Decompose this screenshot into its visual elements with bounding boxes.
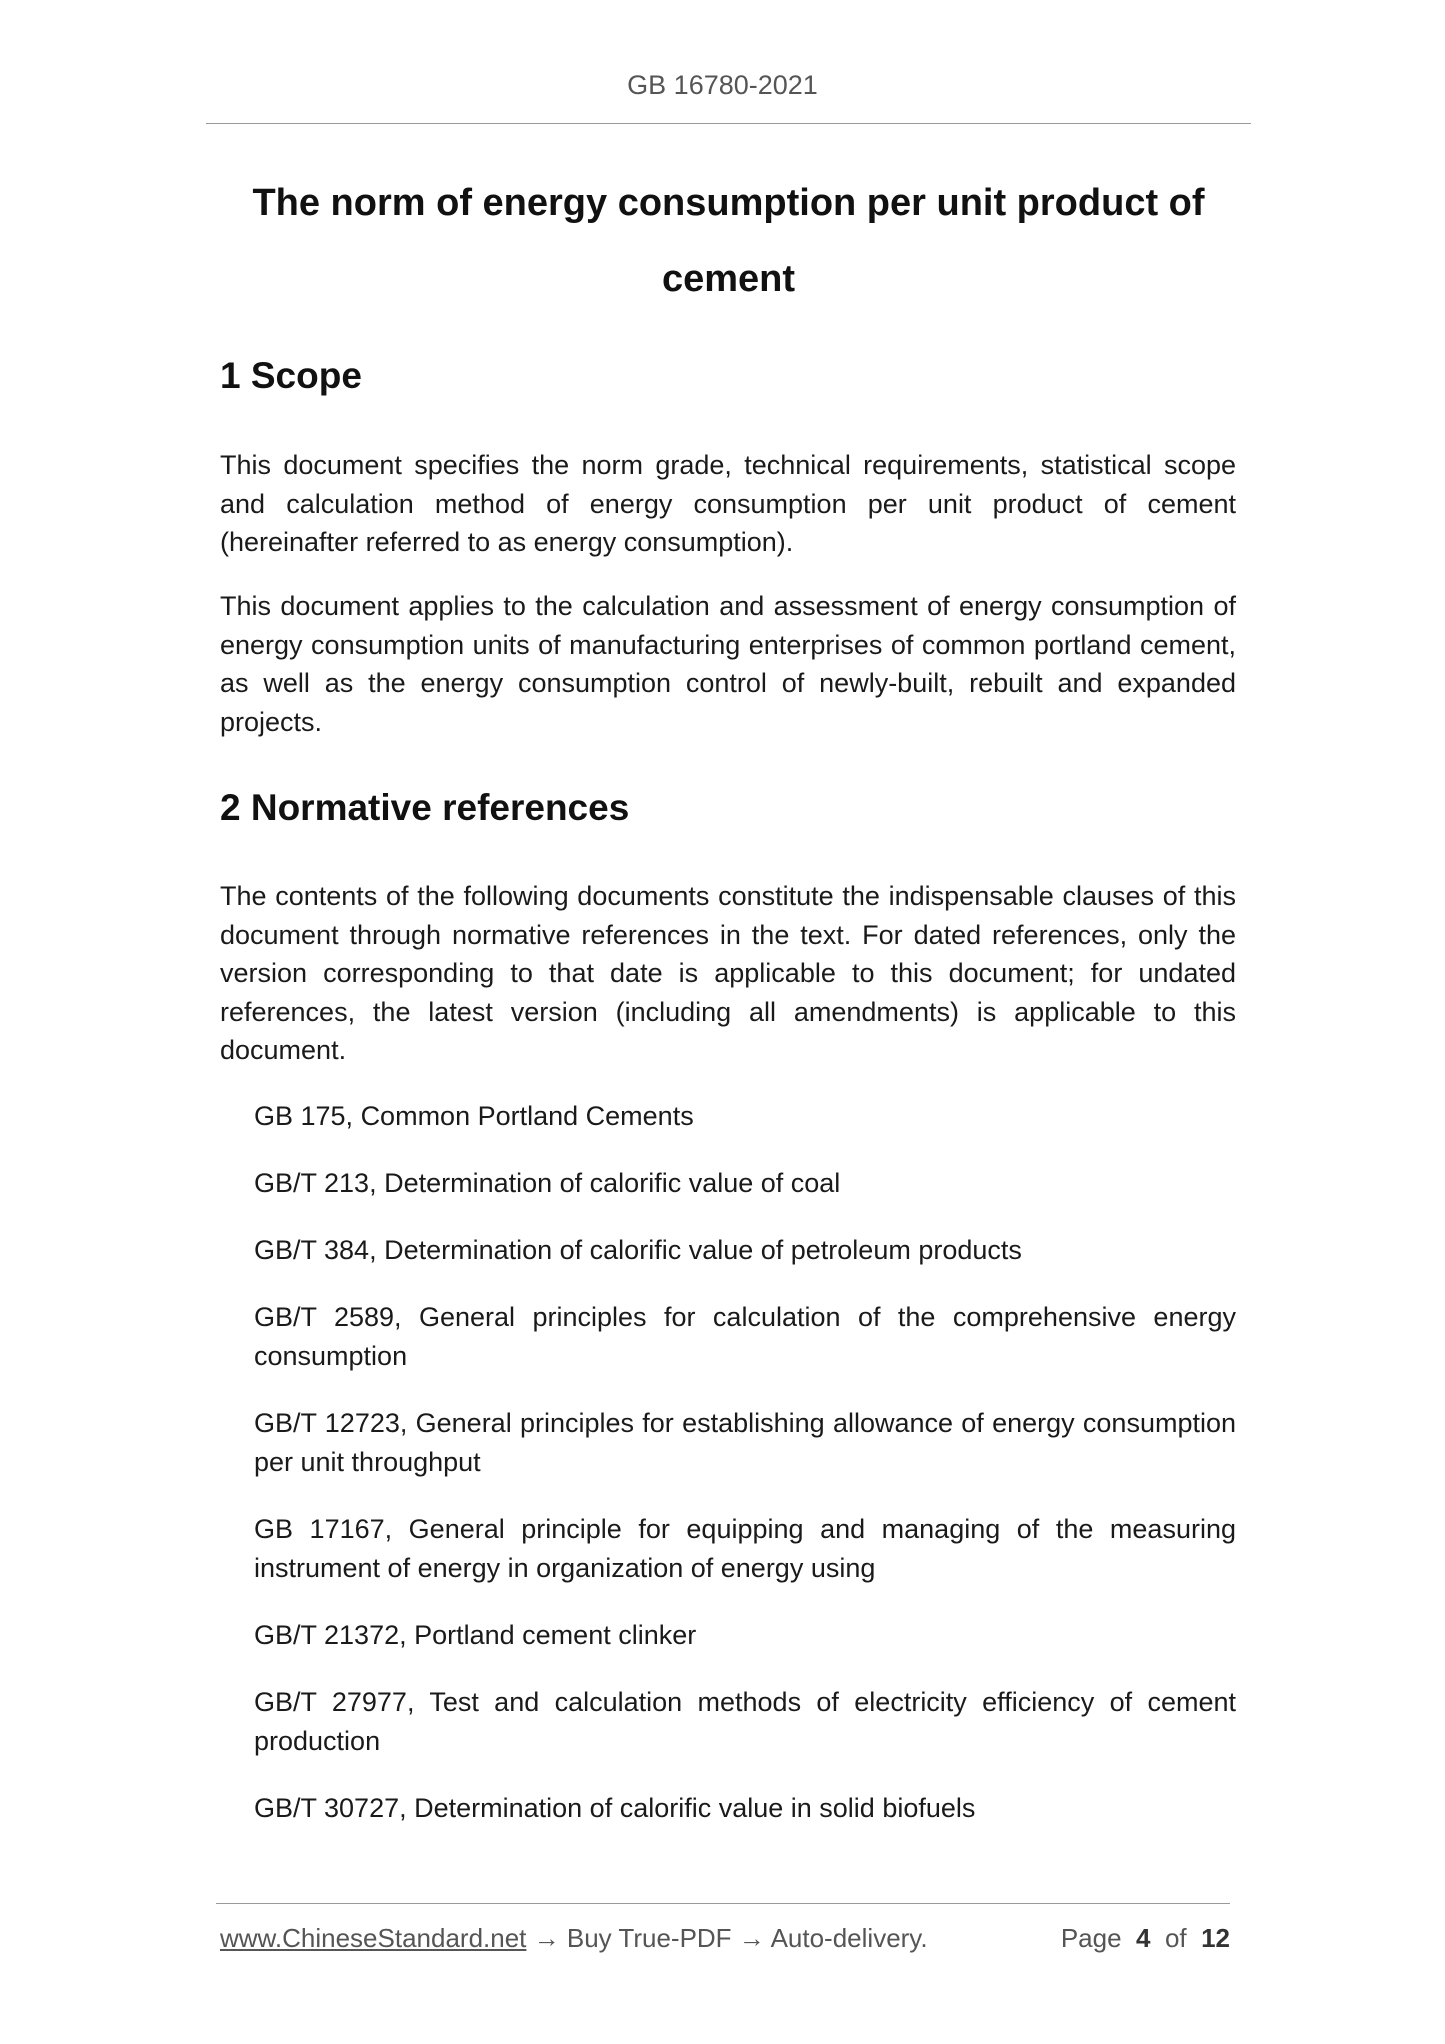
reference-item: GB/T 213, Determination of calorific value of coal: [254, 1168, 841, 1198]
reference-item: GB/T 12723, General principles for establishing allowance of energy consumption per unit throughput: [254, 1408, 1236, 1477]
reference-item: GB/T 21372, Portland cement clinker: [254, 1620, 697, 1650]
reference-item: GB/T 2589, General principles for calculation of the comprehensive energy consumption: [254, 1302, 1236, 1371]
scope-paragraph: This document applies to the calculation and assessment of energy consumption of energy consumption units of manufacturing enterprises of common portland cement, as well as the energy consumption control of newly-built, rebuilt and expanded projects.: [220, 591, 1236, 737]
header-divider: [206, 123, 1251, 124]
scope-paragraph: This document specifies the norm grade, technical requirements, statistical scope and calculation method of energy consumption per unit product of cement (hereinafter referred to as energy consumption).: [220, 450, 1236, 557]
footer-promo: [220, 1923, 928, 1954]
footer-divider: [216, 1903, 1230, 1904]
website-link[interactable]: www.ChineseStandard.net: [220, 1923, 527, 1953]
reference-item: GB/T 384, Determination of calorific value of petroleum products: [254, 1235, 1022, 1265]
of-label: of: [1164, 1923, 1187, 1953]
normative-intro-paragraph: The contents of the following documents constitute the indispensable clauses of this document through normative references in the text. For dated references, only the version corresponding to that date is applicable to this document; for undated references, the latest version (including all amendments) is applicable to this document.: [220, 881, 1236, 1065]
reference-item: GB/T 27977, Test and calculation methods of electricity efficiency of cement production: [254, 1687, 1236, 1756]
section-heading-scope: 1 Scope: [220, 355, 362, 396]
section-heading-normative-references: 2 Normative references: [220, 787, 630, 828]
document-title: The norm of energy consumption per unit product of cement: [252, 182, 1205, 300]
total-page-count: 12: [1201, 1923, 1230, 1953]
reference-item: GB/T 30727, Determination of calorific value in solid biofuels: [254, 1793, 976, 1823]
page-label: Page: [1060, 1923, 1122, 1953]
reference-item: GB 175, Common Portland Cements: [254, 1101, 694, 1131]
footer-tagline: → Buy True-PDF → Auto-delivery.: [526, 1923, 928, 1953]
reference-item: GB 17167, General principle for equipping and managing of the measuring instrument of energy in organization of energy using: [254, 1514, 1236, 1583]
current-page-number: 4: [1136, 1923, 1151, 1953]
document-code-header: GB 16780-2021: [627, 70, 818, 100]
page-indicator: [1061, 1923, 1230, 1954]
